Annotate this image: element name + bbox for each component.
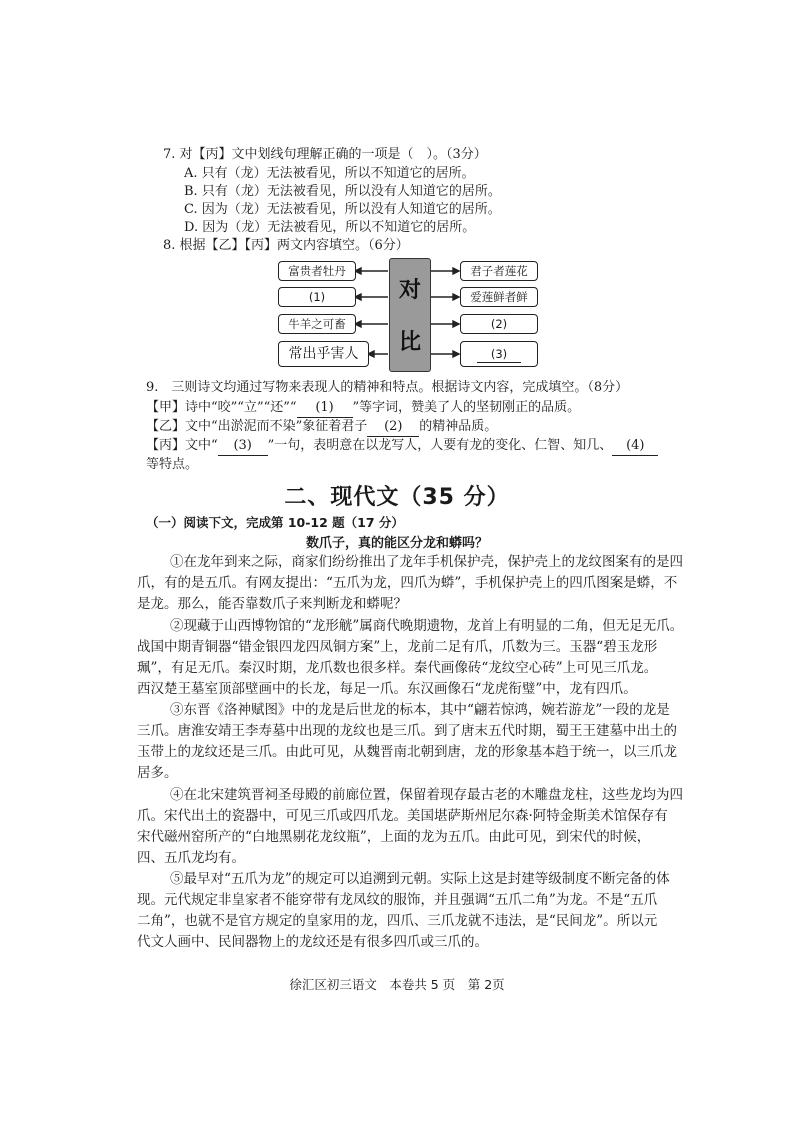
q9-line2-post: 的精神品质。 bbox=[419, 419, 498, 434]
article-line: ⑤最早对“五爪为龙”的规定可以追溯到元朝。实际上这是封建等级制度不断完备的体 bbox=[170, 871, 670, 887]
q9-blank-1: (1) bbox=[297, 399, 353, 418]
left-box-2 bbox=[278, 287, 356, 307]
right-box-3 bbox=[460, 314, 538, 334]
article-line: 爪。宋代出土的瓷器中，可见三爪或四爪龙。美国堪萨斯州尼尔森·阿特金斯美术馆保存有 bbox=[137, 808, 668, 824]
section-title: 二、现代文（35 分） bbox=[284, 485, 510, 510]
right-box-1: 君子者莲花 bbox=[460, 261, 538, 281]
q9-line1-post: ”等字词，赞美了人的坚韧刚正的品质。 bbox=[352, 400, 581, 415]
article-line: 宋代磁州窑所产的“白地黑剔花龙纹瓶”，上面的龙为五爪。由此可见，到宋代的时候， bbox=[137, 829, 651, 845]
q7-option-d: D. 因为（龙）无法被看见，所以不知道它的居所。 bbox=[184, 220, 476, 235]
right-box-4 bbox=[460, 341, 538, 367]
q7-option-a: A. 只有（龙）无法被看见，所以不知道它的居所。 bbox=[184, 166, 475, 181]
article-line: 玉带上的龙纹还是三爪。由此可见，从魏晋南北朝到唐，龙的形象基本趋于统一，以三爪龙 bbox=[137, 744, 677, 760]
article-line: 战国中期青铜器“错金银四龙四凤铜方案”上，龙前二足有爪，爪数为三。玉器“碧玉龙形 bbox=[137, 639, 658, 655]
article-line: 二角”，也就不是官方规定的皇家用的龙，四爪、三爪龙就不违法，是“民间龙”。所以元 bbox=[137, 913, 658, 929]
q7-stem: 7. 对【丙】文中划线句理解正确的一项是（ ）。（3分） bbox=[163, 147, 487, 162]
q9-blank-4: (4) bbox=[612, 437, 658, 456]
q9-line3-pre: 【丙】文中“ bbox=[146, 438, 218, 453]
q9-line1-pre: 【甲】诗中“咬”“立”“还”“ bbox=[146, 400, 297, 415]
article-title: 数爪子，真的能区分龙和蟒吗？ bbox=[305, 536, 488, 551]
article-line: 西汉楚王墓室顶部壁画中的长龙，每足一爪。东汉画像石“龙虎衔璧”中，龙有四爪。 bbox=[137, 681, 637, 697]
page-footer: 徐汇区初三语文 本卷共 5 页 第 2页 bbox=[289, 977, 505, 992]
blank-1: (1) bbox=[295, 288, 339, 307]
article-line: 代文人画中、民间器物上的龙纹还是有很多四爪或三爪的。 bbox=[137, 934, 488, 950]
q9-line-3 bbox=[146, 437, 658, 456]
blank-3: (3) bbox=[477, 346, 521, 363]
article-line: ①在龙年到来之际，商家们纷纷推出了龙年手机保护壳，保护壳上的龙纹图案有的是四 bbox=[170, 554, 683, 570]
center-char-1: 对 bbox=[398, 278, 421, 303]
q7-option-b: B. 只有（龙）无法被看见，所以没有人知道它的居所。 bbox=[184, 184, 501, 199]
q9-blank-3: (3) bbox=[218, 437, 268, 456]
left-box-4: 常出乎害人 bbox=[278, 341, 369, 367]
article-line: 珮”，有足无爪。秦汉时期，龙爪数也很多样。秦代画像砖“龙纹空心砖”上可见三爪龙。 bbox=[137, 660, 658, 676]
q8-stem: 8. 根据【乙】【丙】两文内容填空。（6分） bbox=[163, 238, 409, 253]
article-line: ②现藏于山西博物馆的“龙形觥”属商代晚期遗物，龙首上有明显的二角，但无足无爪。 bbox=[170, 618, 684, 634]
section-subheading: （一）阅读下文，完成第 10-12 题（17 分） bbox=[146, 515, 404, 530]
article-line: 现。元代规定非皇家者不能穿带有龙凤纹的服饰，并且强调“五爪二角”为龙。不是“五爪 bbox=[137, 892, 658, 908]
q9-line-2 bbox=[146, 418, 497, 437]
q9-line-4: 等特点。 bbox=[146, 457, 199, 472]
q9-blank-2: (2) bbox=[367, 418, 419, 437]
right-box-2: 爱莲鲜者鲜 bbox=[460, 287, 538, 307]
q7-option-c: C. 因为（龙）无法被看见，所以没有人知道它的居所。 bbox=[184, 202, 501, 217]
center-char-2: 比 bbox=[398, 330, 421, 355]
q9-line3-mid: ”一句，表明意在以龙写人，人要有龙的变化、仁智、知几、 bbox=[267, 438, 613, 453]
q9-line2-pre: 【乙】文中“出淤泥而不染”象征着君子 bbox=[146, 419, 368, 434]
article-line: 居多。 bbox=[137, 765, 178, 781]
left-box-1: 富贵者牡丹 bbox=[278, 261, 356, 281]
q9-line-1 bbox=[146, 399, 580, 418]
article-line: 四、五爪龙均有。 bbox=[137, 850, 245, 866]
left-box-3: 牛羊之可畜 bbox=[278, 314, 356, 334]
article-line: ④在北宋建筑晋祠圣母殿的前廊位置，保留着现存最古老的木雕盘龙柱，这些龙均为四 bbox=[170, 787, 683, 803]
contrast-center-box bbox=[389, 258, 431, 372]
article-line: 是龙。那么，能否靠数爪子来判断龙和蟒呢？ bbox=[137, 596, 407, 612]
article-line: 三爪。唐淮安靖王李寿墓中出现的龙纹也是三爪。到了唐末五代时期，蜀王王建墓中出土的 bbox=[137, 723, 677, 739]
q9-stem: 9. 三则诗文均通过写物来表现人的精神和特点。根据诗文内容，完成填空。（8分） bbox=[146, 380, 629, 395]
article-line: ③东晋《洛神赋图》中的龙是后世龙的标本，其中“翩若惊鸿，婉若游龙”一段的龙是 bbox=[170, 702, 670, 718]
article-line: 爪，有的是五爪。有网友提出：“五爪为龙，四爪为蟒”，手机保护壳上的四爪图案是蟒，不 bbox=[137, 575, 678, 591]
blank-2: (2) bbox=[477, 315, 521, 334]
